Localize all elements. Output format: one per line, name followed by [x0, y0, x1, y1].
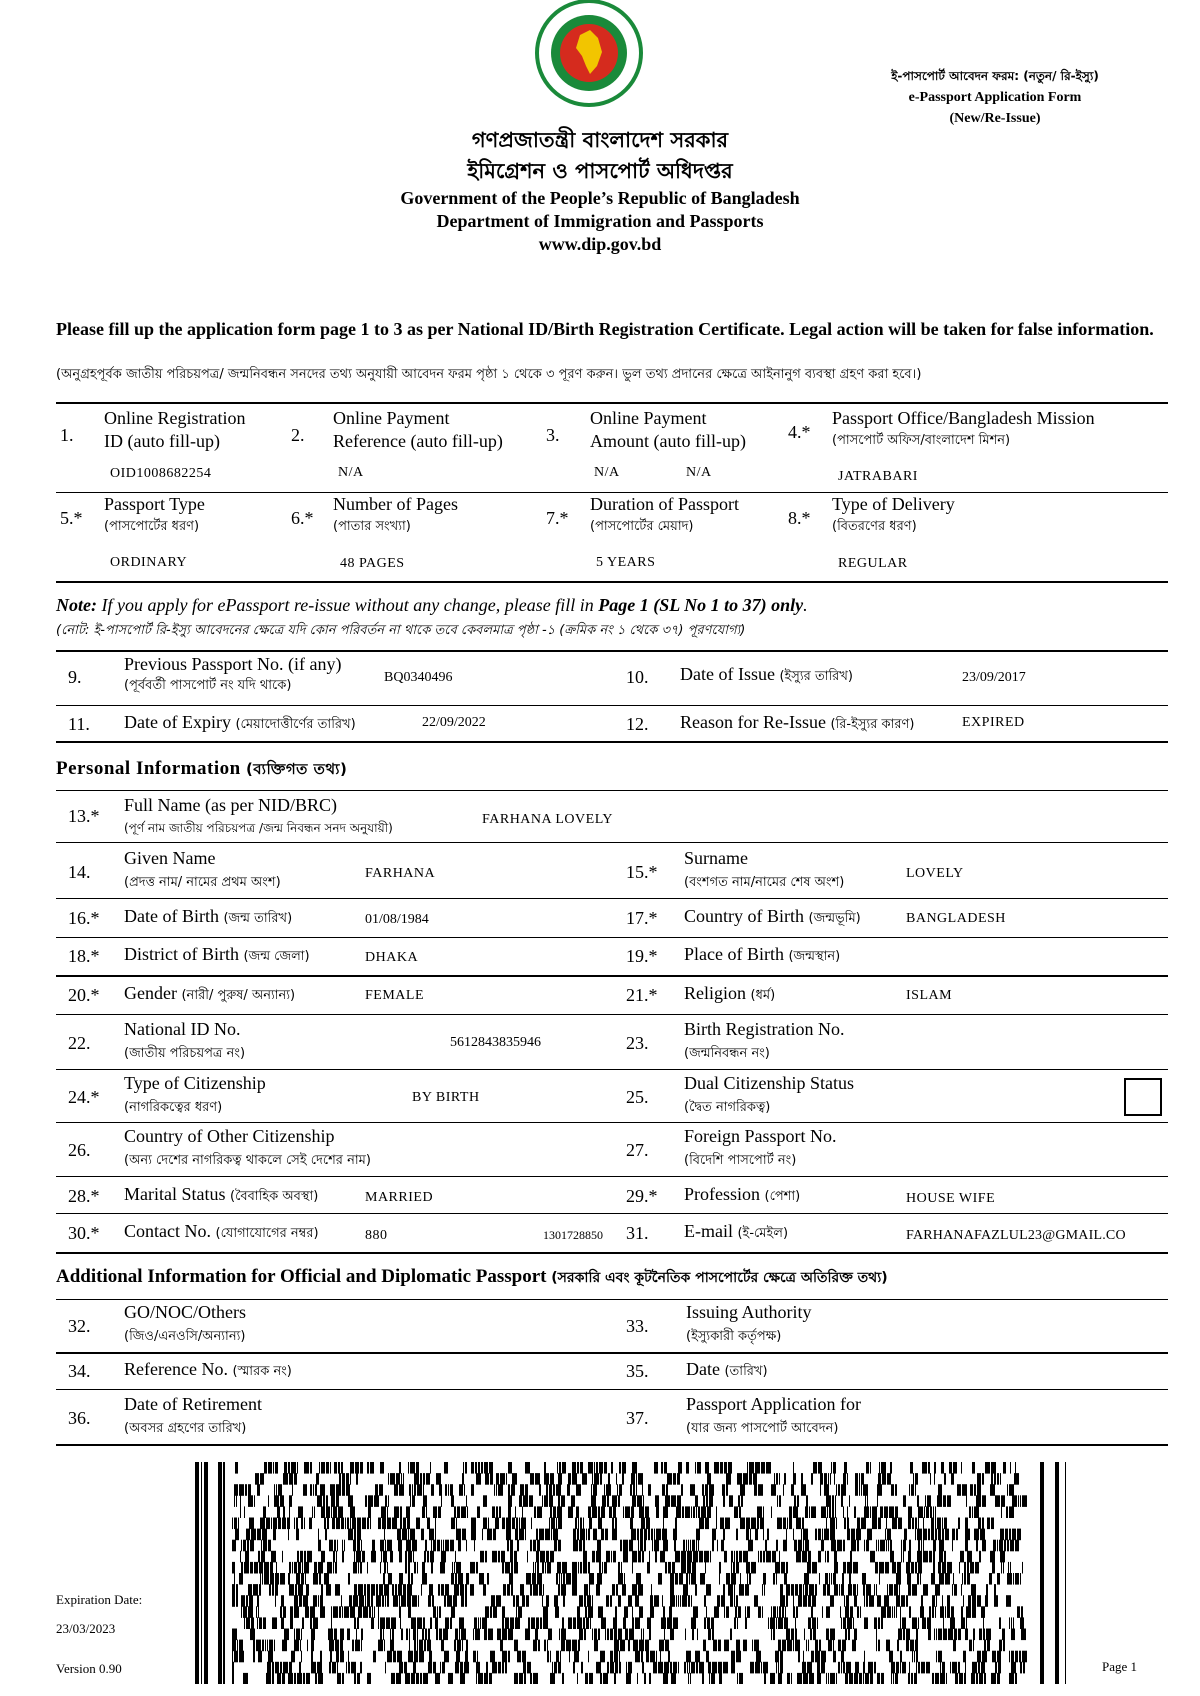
field-label: National ID No. [124, 1019, 241, 1039]
divider [56, 1213, 1168, 1214]
field-number: 15.* [626, 862, 658, 882]
dept-name-bn: ইমিগ্রেশন ও পাসপোর্ট অধিদপ্তর [467, 159, 733, 183]
divider [56, 1352, 1168, 1354]
field-label: Duration of Passport [590, 494, 739, 514]
field-label: Surname [684, 848, 748, 868]
profession-value: HOUSE WIFE [906, 1191, 996, 1206]
field-label: Date of Retirement [124, 1394, 262, 1414]
field-number: 32. [68, 1316, 91, 1336]
field-number: 29.* [626, 1186, 658, 1206]
field-sublabel: (বংশগত নাম/নামের শেষ অংশ) [684, 875, 845, 890]
field-label: Full Name (as per NID/BRC) [124, 795, 337, 815]
marital-status-label [124, 1184, 318, 1205]
gender-value: FEMALE [365, 988, 424, 1003]
field-label: Profession [684, 1184, 760, 1204]
field-label: Foreign Passport No. [684, 1126, 837, 1146]
additional-info-title-bn: (সরকারি এবং কূটনৈতিক পাসপোর্টের ক্ষেত্রে অতিরিক্ত তথ্য) [551, 1270, 888, 1286]
reason-for-reissue-value: EXPIRED [962, 715, 1025, 730]
field-sublabel: (জন্মভূমি) [808, 911, 861, 926]
page-number: Page 1 [1102, 1659, 1138, 1674]
country-of-birth-value: BANGLADESH [906, 911, 1006, 926]
date-label [686, 1359, 768, 1380]
field-label: Gender [124, 983, 177, 1003]
divider [56, 790, 1168, 791]
passport-type-value: ORDINARY [110, 555, 188, 570]
divider [56, 1444, 1168, 1446]
citizenship-type-value: BY BIRTH [412, 1090, 480, 1105]
reason-for-reissue-label [680, 712, 914, 733]
divider [56, 650, 1168, 652]
field-label: Reference (auto fill-up) [333, 431, 503, 451]
field-label: Type of Delivery [832, 494, 955, 514]
field-sublabel: (বিতরণের ধরণ) [832, 519, 917, 534]
field-sublabel: (জন্মনিবন্ধন নং) [684, 1046, 770, 1061]
divider [56, 1014, 1168, 1015]
field-sublabel: (জিও/এনওসি/অন্যান্য) [124, 1329, 246, 1344]
email-value: FARHANAFAZLUL23@GMAIL.CO [906, 1228, 1126, 1243]
field-sublabel: (মেয়াদোত্তীর্ণের তারিখ) [235, 717, 356, 732]
divider [56, 1069, 1168, 1070]
field-label: Number of Pages [333, 494, 458, 514]
field-label: Date [686, 1359, 720, 1379]
divider [56, 1299, 1168, 1300]
date-of-birth-value: 01/08/1984 [365, 912, 429, 927]
field-number: 20.* [68, 985, 100, 1005]
field-sublabel: (যার জন্য পাসপোর্ট আবেদন) [686, 1421, 839, 1436]
website-url: www.dip.gov.bd [538, 234, 662, 254]
instructions-en: Please fill up the application form page 1 to 3 as per National ID/Birth Registration Certificate. Legal action will be taken for false information. [56, 319, 1154, 339]
field-sublabel: (স্মারক নং) [232, 1364, 292, 1379]
expiration-date-label: Expiration Date: [56, 1592, 143, 1607]
expiration-date-value: 23/03/2023 [56, 1621, 116, 1636]
field-sublabel: (জন্মস্থান) [788, 949, 841, 964]
note-text: If you apply for ePassport re-issue without any change, please fill in [96, 595, 599, 615]
field-label: Amount (auto fill-up) [590, 431, 746, 451]
passport-office-value: JATRABARI [838, 469, 918, 484]
field-sublabel: (নারী/ পুরুষ/ অন্যান্য) [181, 988, 296, 1003]
gender-label [124, 983, 295, 1004]
field-number: 25. [626, 1087, 649, 1107]
field-number: 33. [626, 1316, 649, 1336]
field-number: 9. [68, 667, 82, 687]
divider [56, 741, 1168, 743]
field-sublabel: (বিদেশি পাসপোর্ট নং) [684, 1153, 797, 1168]
field-sublabel: (রি-ইস্যুর কারণ) [830, 717, 915, 732]
field-label: Date of Expiry [124, 712, 231, 732]
country-of-birth-label [684, 906, 861, 927]
payment-amount-value: N/A [594, 465, 620, 480]
field-label: Passport Office/Bangladesh Mission [832, 408, 1095, 428]
field-sublabel: (অবসর গ্রহণের তারিখ) [124, 1421, 247, 1436]
field-number: 37. [626, 1408, 649, 1428]
note-en [56, 595, 1166, 616]
contact-number-label [124, 1221, 319, 1242]
govt-name-en: Government of the People’s Republic of Bangladesh [400, 188, 800, 208]
field-number: 34. [68, 1361, 91, 1381]
field-number: 28.* [68, 1186, 100, 1206]
field-number: 27. [626, 1140, 649, 1160]
field-label: E-mail [684, 1221, 733, 1241]
marital-status-value: MARRIED [365, 1190, 434, 1205]
field-sublabel: (ধর্ম) [750, 988, 776, 1003]
field-number: 19.* [626, 946, 658, 966]
form-title-bn: ই-পাসপোর্ট আবেদন ফরম: (নতুন/ রি-ইস্যু) [891, 69, 1099, 83]
field-number: 22. [68, 1033, 91, 1053]
divider [56, 705, 1168, 706]
surname-value: LOVELY [906, 866, 964, 881]
field-number: 36. [68, 1408, 91, 1428]
divider [56, 1176, 1168, 1177]
field-number: 31. [626, 1223, 649, 1243]
field-number: 1. [60, 425, 74, 445]
delivery-type-value: REGULAR [838, 556, 908, 571]
form-subtitle: (New/Re-Issue) [949, 111, 1041, 126]
passport-duration-value: 5 YEARS [596, 555, 656, 570]
field-label: Place of Birth [684, 944, 784, 964]
field-label: District of Birth [124, 944, 239, 964]
email-label [684, 1221, 788, 1242]
field-sublabel: (প্রদত্ত নাম/ নামের প্রথম অংশ) [124, 875, 281, 890]
divider [56, 402, 1168, 404]
field-number: 18.* [68, 946, 100, 966]
note-bold: Page 1 (SL No 1 to 37) only [598, 595, 804, 615]
pdf417-barcode [190, 1462, 1066, 1684]
field-number: 26. [68, 1140, 91, 1160]
field-sublabel: (পাসপোর্টের ধরণ) [104, 519, 200, 534]
divider [56, 898, 1168, 899]
divider [56, 1252, 1168, 1254]
field-label: Previous Passport No. (if any) [124, 654, 342, 674]
online-registration-id-value: OID1008682254 [110, 466, 212, 481]
field-number: 35. [626, 1361, 649, 1381]
field-sublabel: (ইস্যুর তারিখ) [779, 669, 853, 684]
version-label: Version 0.90 [56, 1661, 122, 1676]
reference-no-label [124, 1359, 292, 1380]
field-number: 16.* [68, 908, 100, 928]
date-of-expiry-label [124, 712, 356, 733]
field-number: 30.* [68, 1223, 100, 1243]
field-number: 12. [626, 714, 649, 734]
field-number: 8.* [788, 508, 811, 528]
divider [56, 492, 1168, 493]
field-number: 23. [626, 1033, 649, 1053]
field-sublabel: (জন্ম তারিখ) [223, 911, 293, 926]
field-label: Online Registration [104, 408, 246, 428]
section-title [56, 758, 347, 783]
note-prefix: Note: [56, 595, 97, 615]
district-of-birth-value: DHAKA [365, 950, 419, 965]
field-number: 3. [546, 425, 560, 445]
full-name-value: FARHANA LOVELY [482, 812, 613, 827]
field-sublabel: (পাতার সংখ্যা) [333, 519, 411, 534]
field-sublabel: (ইস্যুকারী কর্তৃপক্ষ) [686, 1329, 782, 1344]
field-sublabel: (দ্বৈত নাগরিকত্ব) [684, 1100, 771, 1115]
field-label: Online Payment [590, 408, 707, 428]
field-label: Online Payment [333, 408, 450, 428]
contact-number-value: 1301728850 [543, 1228, 603, 1242]
date-of-expiry-value: 22/09/2022 [422, 715, 486, 730]
instructions-bn: (অনুগ্রহপূর্বক জাতীয় পরিচয়পত্র/ জন্মনিবন্ধন সনদের তথ্য অনুযায়ী আবেদন ফরম পৃষ্ঠা ১ থেকে ৩ পূরণ করুন। ভুল তথ্য প্রদানের ক্ষেত্রে আইনানুগ ব্যবস্থা গ্রহণ করা হবে।) [56, 367, 922, 382]
field-sublabel: (অন্য দেশের নাগরিকত্ব থাকলে সেই দেশের নাম) [124, 1153, 371, 1168]
divider [56, 1389, 1168, 1390]
field-number: 10. [626, 667, 649, 687]
field-sublabel: (নাগরিকত্বের ধরণ) [124, 1100, 223, 1115]
field-number: 7.* [546, 508, 569, 528]
field-sublabel: (পাসপোর্ট অফিস/বাংলাদেশ মিশন) [832, 433, 1011, 448]
field-number: 14. [68, 862, 91, 882]
field-label: Country of Other Citizenship [124, 1126, 335, 1146]
payment-reference-value: N/A [338, 465, 364, 480]
field-label: Religion [684, 983, 746, 1003]
field-number: 2. [291, 425, 305, 445]
payment-amount-value: N/A [686, 465, 712, 480]
field-label: Birth Registration No. [684, 1019, 845, 1039]
previous-passport-no-value: BQ0340496 [384, 670, 453, 685]
field-sublabel: (পূর্ববর্তী পাসপোর্ট নং যদি থাকে) [124, 678, 292, 693]
field-number: 24.* [68, 1087, 100, 1107]
field-label: Issuing Authority [686, 1302, 812, 1322]
field-label: Passport Type [104, 494, 205, 514]
field-sublabel: (যোগাযোগের নম্বর) [215, 1226, 319, 1241]
profession-label [684, 1184, 800, 1205]
section-title [56, 1266, 1176, 1290]
given-name-value: FARHANA [365, 866, 436, 881]
note-end: . [803, 595, 808, 615]
field-sublabel: (পূর্ণ নাম জাতীয় পরিচয়পত্র /জন্ম নিবন্ধন সনদ অনুযায়ী) [124, 821, 393, 835]
field-label: Given Name [124, 848, 216, 868]
field-label: GO/NOC/Others [124, 1302, 246, 1322]
field-sublabel: (জাতীয় পরিচয়পত্র নং) [124, 1046, 246, 1061]
field-sublabel: (পেশা) [764, 1189, 801, 1204]
date-of-birth-label [124, 906, 292, 927]
field-number: 21.* [626, 985, 658, 1005]
district-of-birth-label [124, 944, 310, 965]
field-sublabel: (ই-মেইল) [737, 1226, 789, 1241]
field-sublabel: (বৈবাহিক অবস্থা) [230, 1189, 319, 1204]
govt-name-bn: গণপ্রজাতন্ত্রী বাংলাদেশ সরকার [471, 128, 729, 152]
contact-country-code-value: 880 [365, 1228, 388, 1243]
field-number: 4.* [788, 422, 811, 442]
divider [56, 581, 1168, 583]
form-title-en: e-Passport Application Form [908, 90, 1082, 105]
field-sublabel: (জন্ম জেলা) [243, 949, 310, 964]
government-seal [528, 0, 650, 110]
religion-label [684, 983, 775, 1004]
date-of-issue-value: 23/09/2017 [962, 670, 1026, 685]
field-number: 11. [68, 714, 90, 734]
divider [56, 842, 1168, 843]
field-label: Dual Citizenship Status [684, 1073, 854, 1093]
additional-info-title: Additional Information for Official and Diplomatic Passport [56, 1266, 547, 1287]
field-label: Country of Birth [684, 906, 804, 926]
field-label: Marital Status [124, 1184, 226, 1204]
field-sublabel: (পাসপোর্টের মেয়াদ) [590, 519, 694, 534]
personal-info-title: Personal Information [56, 758, 241, 779]
religion-value: ISLAM [906, 988, 953, 1003]
field-number: 13.* [68, 806, 100, 826]
divider [56, 975, 1168, 977]
note-bn: (নোট: ই-পাসপোর্ট রি-ইস্যু আবেদনের ক্ষেত্রে যদি কোন পরিবর্তন না থাকে তবে কেবলমাত্র পৃষ্ঠা -১ (ক্রমিক নং ১ থেকে ৩৭) পূরণযোগ্য) [56, 623, 746, 638]
divider [56, 1122, 1168, 1123]
personal-info-title-bn: (ব্যক্তিগত তথ্য) [245, 760, 348, 778]
field-number: 17.* [626, 908, 658, 928]
dept-name-en: Department of Immigration and Passports [436, 211, 764, 231]
field-label: Contact No. [124, 1221, 211, 1241]
field-label: Type of Citizenship [124, 1073, 266, 1093]
place-of-birth-label [684, 944, 840, 965]
field-number: 6.* [291, 508, 314, 528]
date-of-issue-label [680, 664, 853, 685]
field-label: Reason for Re-Issue [680, 712, 826, 732]
field-label: Date of Birth [124, 906, 219, 926]
field-label: Passport Application for [686, 1394, 861, 1414]
divider [56, 937, 1168, 938]
dual-citizenship-checkbox[interactable] [1124, 1078, 1162, 1116]
field-label: Date of Issue [680, 664, 775, 684]
field-sublabel: (তারিখ) [724, 1364, 768, 1379]
field-label: Reference No. [124, 1359, 228, 1379]
national-id-value: 5612843835946 [450, 1035, 541, 1050]
field-number: 5.* [60, 508, 83, 528]
field-label: ID (auto fill-up) [104, 431, 220, 451]
number-of-pages-value: 48 PAGES [340, 556, 405, 571]
